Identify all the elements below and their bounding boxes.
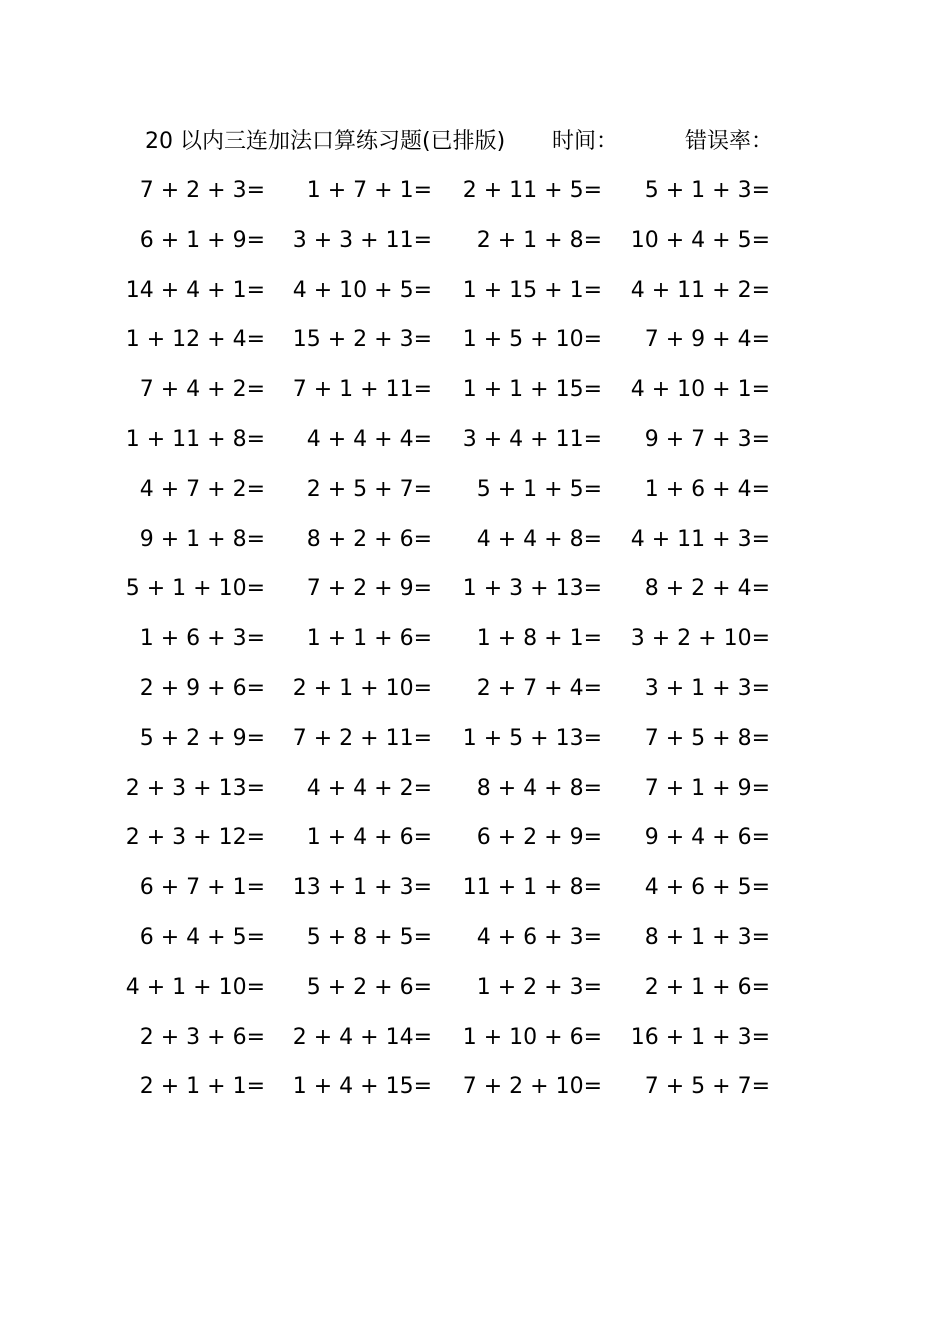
- problem-row: [0, 566, 950, 616]
- addition-problem: 7 + 5 + 8=: [644, 725, 770, 751]
- addition-problem: 7 + 1 + 11=: [292, 377, 432, 403]
- problem-row: [0, 417, 950, 467]
- addition-problem: 2 + 3 + 12=: [125, 825, 265, 851]
- addition-problem: 1 + 6 + 3=: [139, 626, 265, 652]
- worksheet-title: 20 以内三连加法口算练习题(已排版): [145, 129, 506, 154]
- addition-problem: 4 + 6 + 3=: [476, 924, 602, 950]
- worksheet-header: [0, 124, 950, 160]
- addition-problem: 7 + 9 + 4=: [644, 327, 770, 353]
- addition-problem: 4 + 1 + 10=: [125, 974, 265, 1000]
- addition-problem: 2 + 7 + 4=: [476, 675, 602, 701]
- addition-problem: 1 + 15 + 1=: [462, 277, 602, 303]
- addition-problem: 2 + 1 + 8=: [476, 227, 602, 253]
- problem-row: [0, 616, 950, 666]
- addition-problem: 2 + 9 + 6=: [139, 675, 265, 701]
- addition-problem: 3 + 2 + 10=: [630, 626, 770, 652]
- addition-problem: 8 + 1 + 3=: [644, 924, 770, 950]
- problem-row: [0, 766, 950, 816]
- addition-problem: 4 + 11 + 2=: [630, 277, 770, 303]
- addition-problem: 9 + 1 + 8=: [139, 526, 265, 552]
- addition-problem: 5 + 1 + 5=: [476, 476, 602, 502]
- addition-problem: 4 + 10 + 1=: [630, 377, 770, 403]
- problem-row: [0, 1015, 950, 1065]
- addition-problem: 8 + 2 + 6=: [306, 526, 432, 552]
- problem-row: [0, 666, 950, 716]
- addition-problem: 6 + 4 + 5=: [139, 924, 265, 950]
- error-rate-label: 错误率：: [685, 129, 774, 154]
- addition-problem: 4 + 7 + 2=: [139, 476, 265, 502]
- addition-problem: 6 + 7 + 1=: [139, 875, 265, 901]
- addition-problem: 1 + 7 + 1=: [306, 178, 432, 203]
- problem-row: [0, 218, 950, 268]
- addition-problem: 5 + 1 + 3=: [644, 178, 770, 203]
- addition-problem: 15 + 2 + 3=: [292, 327, 432, 353]
- problem-row: [0, 815, 950, 865]
- addition-problem: 2 + 1 + 6=: [644, 974, 770, 1000]
- addition-problem: 1 + 6 + 4=: [644, 476, 770, 502]
- addition-problem: 4 + 11 + 3=: [630, 526, 770, 552]
- addition-problem: 8 + 4 + 8=: [476, 775, 602, 801]
- problem-row: [0, 317, 950, 367]
- addition-problem: 4 + 10 + 5=: [292, 277, 432, 303]
- addition-problem: 2 + 11 + 5=: [462, 178, 602, 203]
- addition-problem: 10 + 4 + 5=: [630, 227, 770, 253]
- addition-problem: 4 + 4 + 4=: [306, 426, 432, 452]
- problem-row: [0, 865, 950, 915]
- addition-problem: 3 + 1 + 3=: [644, 675, 770, 701]
- addition-problem: 1 + 1 + 15=: [462, 377, 602, 403]
- addition-problem: 14 + 4 + 1=: [125, 277, 265, 303]
- addition-problem: 1 + 1 + 6=: [306, 626, 432, 652]
- addition-problem: 16 + 1 + 3=: [630, 1024, 770, 1050]
- problem-row: [0, 367, 950, 417]
- addition-problem: 6 + 2 + 9=: [476, 825, 602, 851]
- addition-problem: 4 + 4 + 8=: [476, 526, 602, 552]
- addition-problem: 5 + 8 + 5=: [306, 924, 432, 950]
- addition-problem: 2 + 1 + 1=: [139, 1074, 265, 1100]
- addition-problem: 7 + 1 + 9=: [644, 775, 770, 801]
- problem-row: [0, 915, 950, 965]
- addition-problem: 1 + 10 + 6=: [462, 1024, 602, 1050]
- addition-problem: 1 + 4 + 15=: [292, 1074, 432, 1100]
- addition-problem: 1 + 5 + 10=: [462, 327, 602, 353]
- addition-problem: 2 + 5 + 7=: [306, 476, 432, 502]
- addition-problem: 3 + 4 + 11=: [462, 426, 602, 452]
- addition-problem: 6 + 1 + 9=: [139, 227, 265, 253]
- addition-problem: 5 + 2 + 9=: [139, 725, 265, 751]
- problem-row: [0, 517, 950, 567]
- addition-problem: 2 + 3 + 13=: [125, 775, 265, 801]
- addition-problem: 1 + 2 + 3=: [476, 974, 602, 1000]
- time-label: 时间：: [552, 129, 619, 154]
- problem-row: [0, 268, 950, 318]
- problem-row: [0, 965, 950, 1015]
- addition-problem: 4 + 4 + 2=: [306, 775, 432, 801]
- addition-problem: 7 + 2 + 11=: [292, 725, 432, 751]
- addition-problem: 1 + 8 + 1=: [476, 626, 602, 652]
- addition-problem: 7 + 4 + 2=: [139, 377, 265, 403]
- addition-problem: 1 + 4 + 6=: [306, 825, 432, 851]
- addition-problem: 1 + 12 + 4=: [125, 327, 265, 353]
- addition-problem: 2 + 4 + 14=: [292, 1024, 432, 1050]
- addition-problem: 1 + 3 + 13=: [462, 576, 602, 602]
- addition-problem: 11 + 1 + 8=: [462, 875, 602, 901]
- addition-problem: 2 + 3 + 6=: [139, 1024, 265, 1050]
- addition-problem: 7 + 5 + 7=: [644, 1074, 770, 1100]
- addition-problem: 5 + 1 + 10=: [125, 576, 265, 602]
- addition-problem: 13 + 1 + 3=: [292, 875, 432, 901]
- addition-problem: 1 + 11 + 8=: [125, 426, 265, 452]
- addition-problem: 3 + 3 + 11=: [292, 227, 432, 253]
- addition-problem: 2 + 1 + 10=: [292, 675, 432, 701]
- problem-row: [0, 716, 950, 766]
- addition-problem: 7 + 2 + 9=: [306, 576, 432, 602]
- addition-problem: 8 + 2 + 4=: [644, 576, 770, 602]
- addition-problem: 9 + 7 + 3=: [644, 426, 770, 452]
- addition-problem: 7 + 2 + 10=: [462, 1074, 602, 1100]
- addition-problem: 4 + 6 + 5=: [644, 875, 770, 901]
- addition-problem: 1 + 5 + 13=: [462, 725, 602, 751]
- problem-grid: [0, 168, 950, 1114]
- problem-row: [0, 168, 950, 218]
- addition-problem: 5 + 2 + 6=: [306, 974, 432, 1000]
- addition-problem: 9 + 4 + 6=: [644, 825, 770, 851]
- problem-row: [0, 1064, 950, 1114]
- problem-row: [0, 467, 950, 517]
- addition-problem: 7 + 2 + 3=: [139, 178, 265, 203]
